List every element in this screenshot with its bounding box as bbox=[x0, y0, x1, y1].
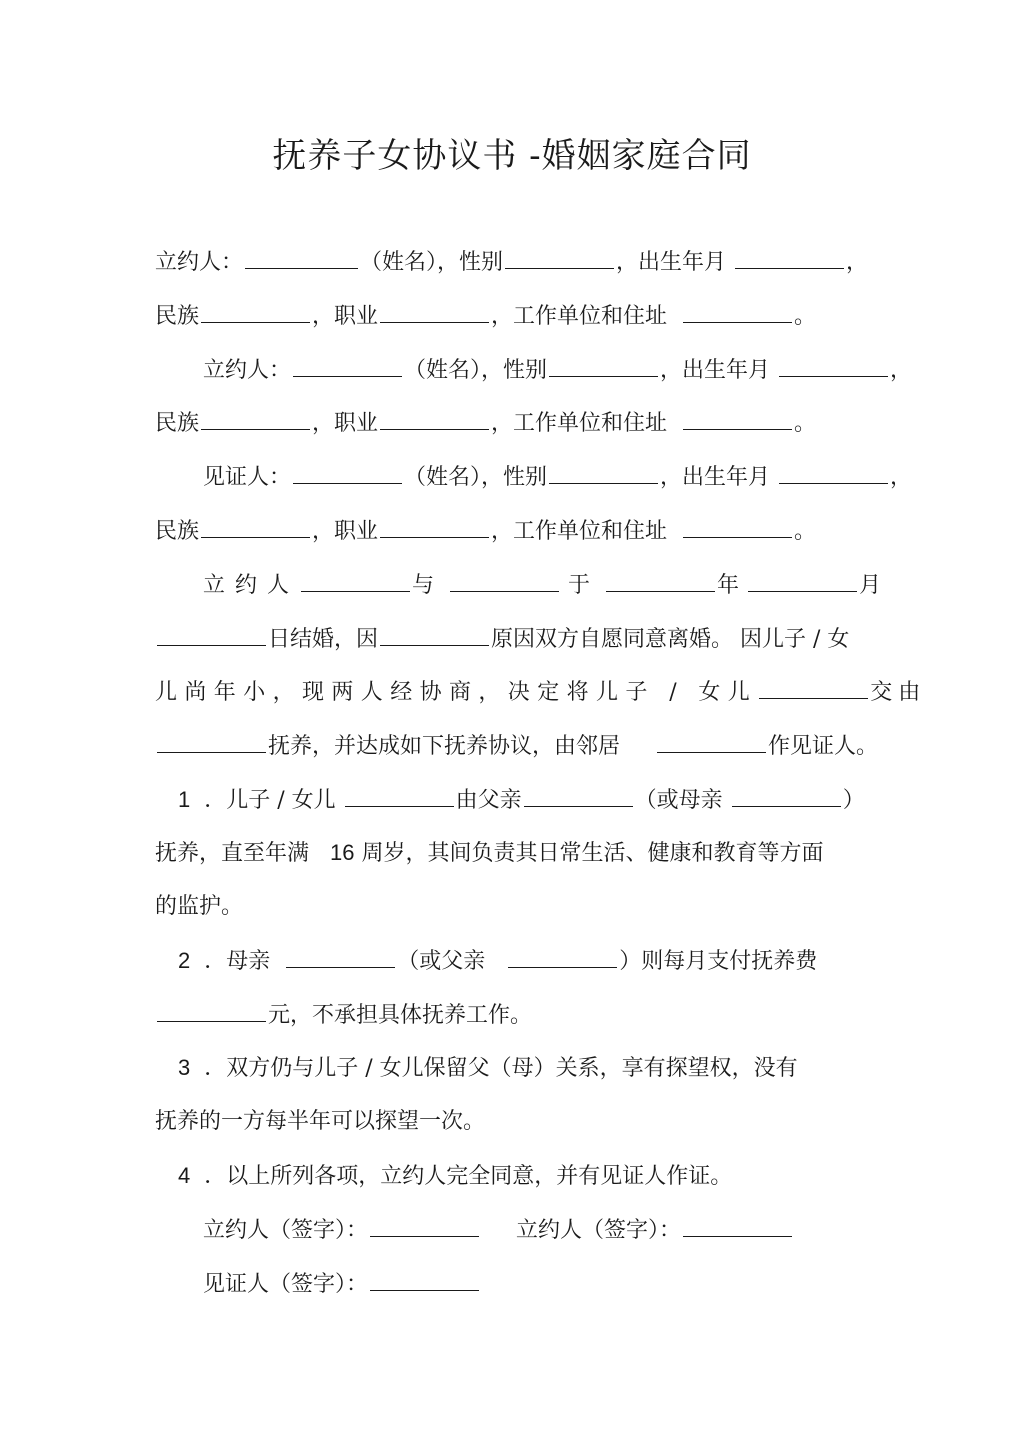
party2-name-blank[interactable] bbox=[293, 354, 402, 377]
item1-father-blank[interactable] bbox=[524, 784, 633, 807]
party1-name-suffix: （姓名），性别 bbox=[360, 250, 504, 275]
item2-line1 bbox=[178, 945, 817, 975]
party1-birth-label: ，出生年月 bbox=[616, 250, 727, 275]
intro-month-blank[interactable] bbox=[748, 569, 857, 592]
intro-l1d: 年 bbox=[717, 573, 740, 598]
item1-age: 16 bbox=[330, 840, 355, 865]
intro-l3b: 交由 bbox=[870, 680, 927, 705]
intro-year-blank[interactable] bbox=[606, 569, 715, 592]
party1-gender-blank[interactable] bbox=[505, 246, 614, 269]
party1-name-blank[interactable] bbox=[245, 246, 358, 269]
item1-line2 bbox=[155, 838, 824, 868]
item3-line1 bbox=[178, 1053, 798, 1083]
party1-birth-blank[interactable] bbox=[735, 246, 844, 269]
party2-ethnic-blank[interactable] bbox=[201, 407, 310, 430]
party2-label: 立约人： bbox=[203, 358, 292, 383]
item1-mother-blank[interactable] bbox=[732, 784, 841, 807]
witness-name-suffix: （姓名），性别 bbox=[404, 465, 548, 490]
party1-job-label: ，职业 bbox=[312, 304, 379, 329]
party2-job-label: ，职业 bbox=[312, 411, 379, 436]
intro-line2 bbox=[155, 623, 849, 653]
item2-number: 2 bbox=[178, 948, 191, 973]
party2-signature-label: 立约人（签字）： bbox=[515, 1218, 681, 1243]
witness-signature-blank[interactable] bbox=[370, 1268, 479, 1291]
party1-comma: ， bbox=[846, 250, 869, 275]
party2-job-blank[interactable] bbox=[380, 407, 489, 430]
witness-birth-label: ，出生年月 bbox=[660, 465, 771, 490]
party2-line1 bbox=[203, 354, 912, 384]
party2-name-suffix: （姓名），性别 bbox=[404, 358, 548, 383]
intro-child-blank[interactable] bbox=[759, 676, 868, 699]
intro-l1b: 与 bbox=[412, 573, 435, 598]
party1-job-blank[interactable] bbox=[380, 300, 489, 323]
intro-person2-blank[interactable] bbox=[450, 569, 559, 592]
intro-neighbor-blank[interactable] bbox=[657, 730, 766, 753]
intro-l1e: 月 bbox=[859, 573, 882, 598]
intro-l2a: 日结婚，因 bbox=[268, 627, 379, 652]
party2-signature-blank[interactable] bbox=[683, 1214, 792, 1237]
item1-line3 bbox=[155, 892, 243, 922]
item1-child-blank[interactable] bbox=[345, 784, 454, 807]
party1-line2 bbox=[155, 300, 816, 330]
intro-l1c: 于 bbox=[568, 573, 591, 598]
witness-job-blank[interactable] bbox=[380, 515, 489, 538]
item2-father-blank[interactable] bbox=[508, 945, 617, 968]
item1-text-a: ．儿子 / 女儿 bbox=[204, 788, 336, 813]
witness-signature-label: 见证人（签字）： bbox=[203, 1272, 369, 1297]
intro-line4 bbox=[155, 730, 878, 760]
item3-text: ．双方仍与儿子 / 女儿保留父（母）关系，享有探望权，没有 bbox=[204, 1056, 798, 1081]
intro-line1 bbox=[203, 569, 881, 599]
item1-l2a: 抚养，直至年满 bbox=[155, 841, 310, 866]
party1-period: 。 bbox=[794, 304, 817, 329]
intro-l1a: 立约人 bbox=[203, 573, 300, 598]
party2-period: 。 bbox=[794, 411, 817, 436]
item2-line2 bbox=[155, 999, 532, 1029]
witness-name-blank[interactable] bbox=[293, 461, 402, 484]
item4-line1 bbox=[178, 1161, 732, 1191]
item1-l2b: 周岁，其间负责其日常生活、健康和教育等方面 bbox=[361, 841, 824, 866]
item2-text-a: ．母亲 bbox=[204, 949, 271, 974]
item2-mother-blank[interactable] bbox=[286, 945, 395, 968]
party1-work-blank[interactable] bbox=[683, 300, 792, 323]
item1-text-c: （或母亲 bbox=[634, 788, 723, 813]
item3-number: 3 bbox=[178, 1055, 191, 1080]
intro-l4b: 作见证人。 bbox=[767, 734, 878, 759]
document-title: 抚养子女协议书 -婚姻家庭合同 bbox=[272, 136, 752, 176]
intro-line3 bbox=[155, 676, 926, 706]
witness-period: 。 bbox=[794, 519, 817, 544]
witness-line1 bbox=[203, 461, 912, 491]
witness-job-label: ，职业 bbox=[312, 519, 379, 544]
witness-line2 bbox=[155, 515, 816, 545]
intro-person1-blank[interactable] bbox=[301, 569, 410, 592]
witness-gender-blank[interactable] bbox=[549, 461, 658, 484]
item2-text-b: （或父亲 bbox=[397, 949, 486, 974]
item3-l2: 抚养的一方每半年可以探望一次。 bbox=[155, 1109, 486, 1134]
item2-text-c: ）则每月支付抚养费 bbox=[619, 949, 818, 974]
party2-birth-label: ，出生年月 bbox=[660, 358, 771, 383]
witness-birth-blank[interactable] bbox=[779, 461, 888, 484]
party1-label: 立约人： bbox=[155, 250, 244, 275]
intro-l4a: 抚养，并达成如下抚养协议，由邻居 bbox=[268, 734, 621, 759]
item1-line1 bbox=[178, 784, 865, 814]
party2-work-blank[interactable] bbox=[683, 407, 792, 430]
item2-amount-blank[interactable] bbox=[157, 999, 266, 1022]
party1-ethnic-blank[interactable] bbox=[201, 300, 310, 323]
witness-work-label: ，工作单位和住址 bbox=[491, 519, 668, 544]
party2-work-label: ，工作单位和住址 bbox=[491, 411, 668, 436]
intro-day-blank[interactable] bbox=[157, 623, 266, 646]
witness-label: 见证人： bbox=[203, 465, 292, 490]
witness-work-blank[interactable] bbox=[683, 515, 792, 538]
party2-gender-blank[interactable] bbox=[549, 354, 658, 377]
witness-comma: ， bbox=[890, 465, 913, 490]
item4-text: ．以上所列各项，立约人完全同意，并有见证人作证。 bbox=[204, 1164, 733, 1189]
party2-comma: ， bbox=[890, 358, 913, 383]
party1-signature-label: 立约人（签字）： bbox=[203, 1218, 369, 1243]
witness-ethnic-label: 民族 bbox=[155, 519, 200, 544]
party1-line1 bbox=[155, 246, 868, 276]
intro-reason-blank[interactable] bbox=[380, 623, 489, 646]
party2-birth-blank[interactable] bbox=[779, 354, 888, 377]
party1-signature-blank[interactable] bbox=[370, 1214, 479, 1237]
item4-number: 4 bbox=[178, 1163, 191, 1188]
party2-ethnic-label: 民族 bbox=[155, 411, 200, 436]
item1-number: 1 bbox=[178, 787, 191, 812]
item3-line2 bbox=[155, 1107, 485, 1137]
party2-line2 bbox=[155, 407, 816, 437]
intro-l3a: 儿尚年小，现两人经协商，决定将儿子 / 女儿 bbox=[155, 680, 758, 705]
item1-text-b: 由父亲 bbox=[455, 788, 522, 813]
item1-l3: 的监护。 bbox=[155, 894, 244, 919]
witness-ethnic-blank[interactable] bbox=[201, 515, 310, 538]
party1-work-label: ，工作单位和住址 bbox=[491, 304, 668, 329]
intro-l2b: 原因双方自愿同意离婚。 因儿子 / 女 bbox=[491, 627, 850, 652]
item2-l2: 元，不承担具体抚养工作。 bbox=[268, 1003, 533, 1028]
party1-ethnic-label: 民族 bbox=[155, 304, 200, 329]
signature-line1 bbox=[203, 1214, 794, 1244]
item1-text-d: ） bbox=[842, 788, 865, 813]
intro-guardian-blank[interactable] bbox=[157, 730, 266, 753]
signature-line2 bbox=[203, 1268, 481, 1298]
